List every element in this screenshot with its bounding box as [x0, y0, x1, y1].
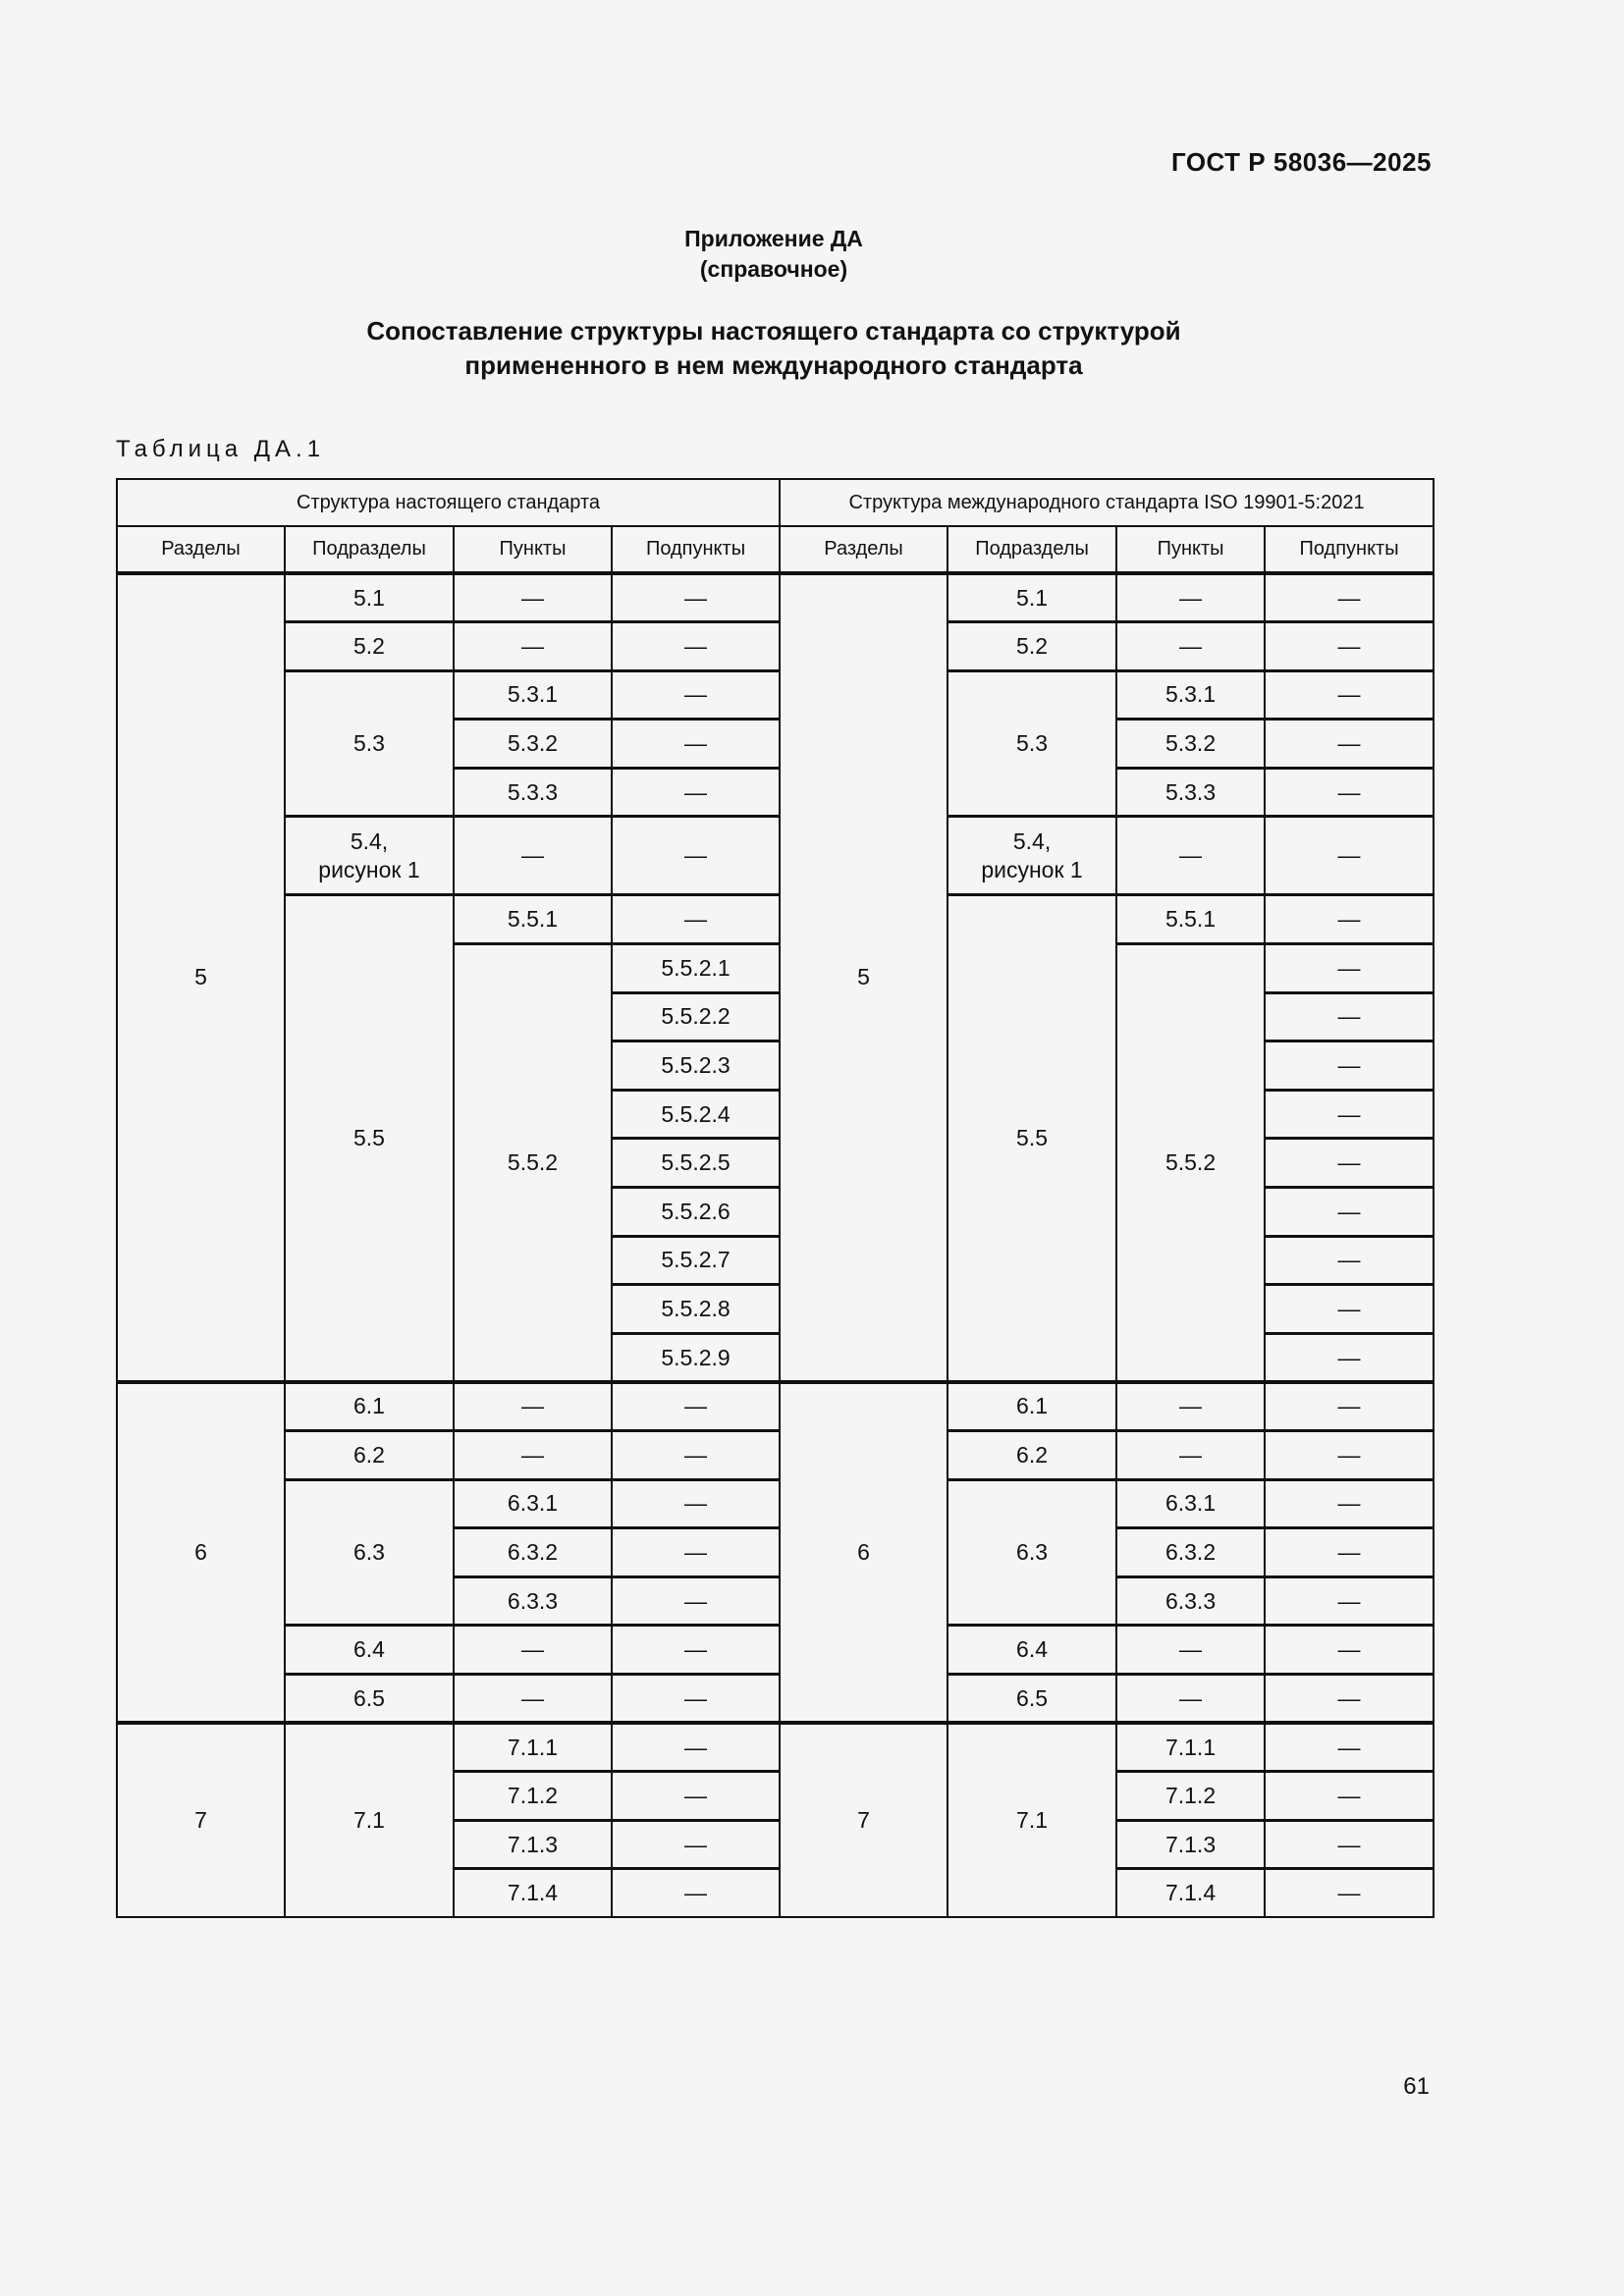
clause-cell: 7.1.3 [1116, 1820, 1265, 1869]
table-row [117, 1626, 1434, 1675]
subclause-cell: — [1265, 1382, 1434, 1431]
subsection-cell: 5.1 [947, 573, 1116, 622]
title-line-1: Сопоставление структуры настоящего стандарта со структурой [366, 316, 1181, 346]
subclause-cell: — [1265, 720, 1434, 769]
clause-cell: 7.1.1 [1116, 1723, 1265, 1772]
clause-cell: 5.5.2 [454, 944, 612, 1382]
group-header-international: Структура международного стандарта ISO 19901-5:2021 [780, 479, 1434, 526]
subclause-cell: 5.5.2.4 [612, 1090, 780, 1139]
subclause-cell: — [1265, 992, 1434, 1041]
subsection-cell: 6.4 [285, 1626, 454, 1675]
subclause-cell: — [612, 622, 780, 671]
clause-cell: 7.1.4 [1116, 1869, 1265, 1918]
subsection-cell [285, 817, 454, 895]
column-header: Подразделы [285, 526, 454, 573]
subclause-cell: — [612, 817, 780, 895]
clause-cell: 6.3.3 [1116, 1576, 1265, 1626]
table-row [117, 670, 1434, 720]
section-cell: 6 [117, 1382, 285, 1723]
subsection-cell: 6.5 [285, 1674, 454, 1723]
subsection-line: 5.4, [1012, 828, 1052, 854]
table-row [117, 1674, 1434, 1723]
structure-comparison-table [116, 478, 1435, 1918]
figure-reference: рисунок 1 [318, 856, 420, 882]
subclause-cell: — [1265, 1431, 1434, 1480]
clause-cell: 5.5.1 [454, 895, 612, 944]
subsection-cell: 5.5 [285, 895, 454, 1382]
subclause-cell: — [1265, 1772, 1434, 1821]
subclause-cell: — [1265, 1576, 1434, 1626]
clause-cell: 7.1.4 [454, 1869, 612, 1918]
subclause-cell: 5.5.2.9 [612, 1333, 780, 1382]
subclause-cell: — [612, 1576, 780, 1626]
subsection-cell: 6.3 [285, 1479, 454, 1626]
subclause-cell: 5.5.2.2 [612, 992, 780, 1041]
subclause-cell: — [612, 895, 780, 944]
subclause-cell: 5.5.2.3 [612, 1041, 780, 1091]
table-row [117, 1431, 1434, 1480]
appendix-type: (справочное) [699, 256, 848, 282]
table-row [117, 622, 1434, 671]
table-row [117, 1723, 1434, 1772]
clause-cell: 6.3.1 [1116, 1479, 1265, 1528]
subclause-cell: — [612, 1772, 780, 1821]
clause-cell: 7.1.1 [454, 1723, 612, 1772]
clause-cell: 6.3.2 [454, 1528, 612, 1577]
subclause-cell: — [1265, 1333, 1434, 1382]
page-number: 61 [1403, 2073, 1430, 2100]
subsection-cell: 5.5 [947, 895, 1116, 1382]
subsection-cell: 5.2 [947, 622, 1116, 671]
subsection-cell: 5.3 [285, 670, 454, 817]
clause-cell: 5.3.2 [454, 720, 612, 769]
subclause-cell: 5.5.2.1 [612, 944, 780, 993]
page-title [0, 314, 1547, 383]
subclause-cell: — [1265, 1188, 1434, 1237]
column-header: Разделы [780, 526, 947, 573]
subsection-cell: 6.4 [947, 1626, 1116, 1675]
clause-cell: — [454, 817, 612, 895]
subclause-cell: — [1265, 622, 1434, 671]
column-header: Подпункты [612, 526, 780, 573]
clause-cell: — [454, 1431, 612, 1480]
table-row [117, 817, 1434, 895]
table-caption: Таблица ДА.1 [116, 436, 326, 462]
subsection-cell: 7.1 [947, 1723, 1116, 1917]
clause-cell: — [1116, 1674, 1265, 1723]
subsection-cell: 6.1 [947, 1382, 1116, 1431]
subsection-cell [947, 817, 1116, 895]
subsection-cell: 7.1 [285, 1723, 454, 1917]
appendix-title: Приложение ДА [684, 226, 863, 251]
clause-cell: 7.1.2 [454, 1772, 612, 1821]
subclause-cell: — [1265, 1723, 1434, 1772]
section-cell: 5 [780, 573, 947, 1382]
subclause-cell: — [612, 670, 780, 720]
subsection-cell: 5.1 [285, 573, 454, 622]
group-header-national: Структура настоящего стандарта [117, 479, 780, 526]
clause-cell: 6.3.2 [1116, 1528, 1265, 1577]
column-header: Пункты [1116, 526, 1265, 573]
table-row [117, 1382, 1434, 1431]
clause-cell: 5.5.2 [1116, 944, 1265, 1382]
subclause-cell: — [612, 1674, 780, 1723]
table-row [117, 573, 1434, 622]
clause-cell: 5.3.2 [1116, 720, 1265, 769]
subclause-cell: — [612, 1869, 780, 1918]
subclause-cell: — [1265, 1674, 1434, 1723]
clause-cell: — [1116, 573, 1265, 622]
subclause-cell: — [1265, 1820, 1434, 1869]
subclause-cell: — [1265, 1528, 1434, 1577]
clause-cell: 7.1.3 [454, 1820, 612, 1869]
subsection-cell: 6.2 [947, 1431, 1116, 1480]
subclause-cell: — [612, 573, 780, 622]
subsection-cell: 5.3 [947, 670, 1116, 817]
table-row [117, 895, 1434, 944]
subclause-cell: 5.5.2.8 [612, 1285, 780, 1334]
column-header: Разделы [117, 526, 285, 573]
column-header: Подпункты [1265, 526, 1434, 573]
section-cell: 5 [117, 573, 285, 1382]
subclause-cell: — [612, 1820, 780, 1869]
appendix-heading [0, 224, 1547, 285]
clause-cell: — [1116, 1431, 1265, 1480]
subclause-cell: — [1265, 1479, 1434, 1528]
subclause-cell: — [1265, 1236, 1434, 1285]
subclause-cell: — [612, 1723, 780, 1772]
subclause-cell: — [612, 1626, 780, 1675]
subclause-cell: — [1265, 1041, 1434, 1091]
clause-cell: — [1116, 1382, 1265, 1431]
clause-cell: — [1116, 1626, 1265, 1675]
subsection-cell: 6.2 [285, 1431, 454, 1480]
column-header: Пункты [454, 526, 612, 573]
subclause-cell: — [612, 768, 780, 817]
subclause-cell: — [1265, 895, 1434, 944]
subclause-cell: — [1265, 1139, 1434, 1188]
subclause-cell: — [1265, 817, 1434, 895]
clause-cell: — [1116, 622, 1265, 671]
clause-cell: 5.3.3 [1116, 768, 1265, 817]
clause-cell: 5.3.1 [454, 670, 612, 720]
section-cell: 7 [117, 1723, 285, 1917]
subclause-cell: 5.5.2.5 [612, 1139, 780, 1188]
subclause-cell: — [1265, 1869, 1434, 1918]
group-header-row [117, 479, 1434, 526]
subclause-cell: — [1265, 1626, 1434, 1675]
subclause-cell: — [1265, 573, 1434, 622]
clause-cell: 5.3.3 [454, 768, 612, 817]
clause-cell: — [1116, 817, 1265, 895]
document-number: ГОСТ Р 58036—2025 [1170, 147, 1432, 177]
title-line-2: примененного в нем международного стандарта [464, 350, 1083, 380]
subsection-cell: 6.3 [947, 1479, 1116, 1626]
column-header-row [117, 526, 1434, 573]
clause-cell: 5.3.1 [1116, 670, 1265, 720]
clause-cell: 5.5.1 [1116, 895, 1265, 944]
clause-cell: — [454, 1626, 612, 1675]
subclause-cell: — [612, 720, 780, 769]
subclause-cell: 5.5.2.6 [612, 1188, 780, 1237]
section-cell: 7 [780, 1723, 947, 1917]
clause-cell: — [454, 1674, 612, 1723]
subsection-cell: 6.5 [947, 1674, 1116, 1723]
table-row [117, 1479, 1434, 1528]
clause-cell: 7.1.2 [1116, 1772, 1265, 1821]
subclause-cell: — [1265, 768, 1434, 817]
subclause-cell: — [612, 1431, 780, 1480]
clause-cell: — [454, 1382, 612, 1431]
subsection-line: 5.4, [350, 828, 389, 854]
subclause-cell: — [1265, 1090, 1434, 1139]
section-cell: 6 [780, 1382, 947, 1723]
subclause-cell: — [612, 1528, 780, 1577]
clause-cell: 6.3.1 [454, 1479, 612, 1528]
subsection-cell: 6.1 [285, 1382, 454, 1431]
subclause-cell: — [612, 1382, 780, 1431]
subclause-cell: — [1265, 1285, 1434, 1334]
column-header: Подразделы [947, 526, 1116, 573]
clause-cell: — [454, 622, 612, 671]
clause-cell: 6.3.3 [454, 1576, 612, 1626]
subclause-cell: — [1265, 944, 1434, 993]
subclause-cell: 5.5.2.7 [612, 1236, 780, 1285]
subclause-cell: — [612, 1479, 780, 1528]
subclause-cell: — [1265, 670, 1434, 720]
subsection-cell: 5.2 [285, 622, 454, 671]
figure-reference: рисунок 1 [981, 856, 1083, 882]
clause-cell: — [454, 573, 612, 622]
